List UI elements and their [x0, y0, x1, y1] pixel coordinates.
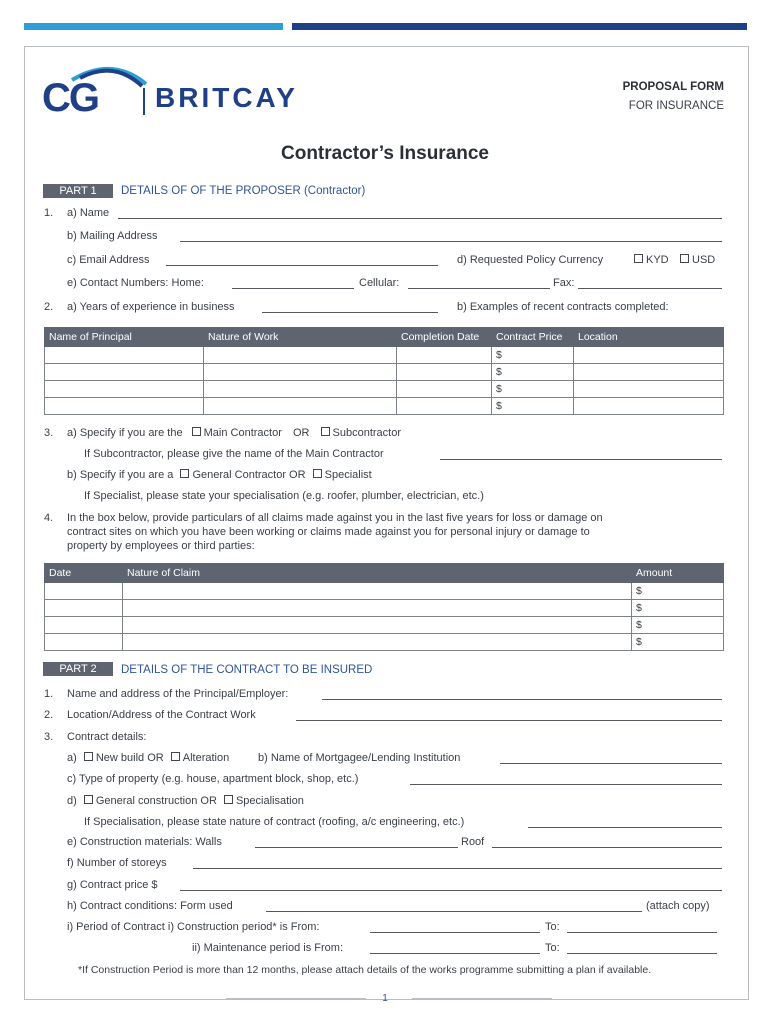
q2b-label: b) Examples of recent contracts completed:	[457, 301, 669, 313]
q4-line1: In the box below, provide particulars of all claims made against you in the last five years for loss or damage on	[67, 512, 603, 524]
kyd-label: KYD	[646, 254, 669, 266]
table-cell[interactable]	[123, 617, 632, 634]
table-cell[interactable]	[204, 347, 397, 364]
contract-price-field[interactable]	[180, 890, 722, 891]
q1d-label: d) Requested Policy Currency	[457, 254, 604, 266]
table-cell[interactable]: $	[492, 347, 574, 364]
table-cell[interactable]	[204, 398, 397, 415]
logo-divider	[143, 88, 145, 115]
part2-title: DETAILS OF THE CONTRACT TO BE INSURED	[121, 664, 373, 676]
construction-type-row	[67, 795, 304, 807]
new-build-label: New build OR	[95, 752, 164, 764]
d-prefix: d)	[67, 795, 77, 807]
fax-field[interactable]	[578, 288, 722, 289]
q1-number: 1.	[44, 207, 54, 219]
usd-checkbox[interactable]	[680, 254, 689, 263]
years-experience-field[interactable]	[262, 312, 438, 313]
specialist-label: Specialist	[324, 469, 372, 481]
mailing-address-field[interactable]	[180, 241, 722, 242]
form-title: PROPOSAL FORM	[622, 81, 724, 93]
contract-price-label: g) Contract price $	[67, 879, 158, 891]
usd-label: USD	[692, 254, 716, 266]
table-row	[45, 600, 724, 617]
name-field[interactable]	[118, 218, 722, 219]
walls-field[interactable]	[255, 847, 458, 848]
table-cell[interactable]: $	[632, 583, 724, 600]
table-cell[interactable]	[45, 634, 123, 651]
q1b-label: b) Mailing Address	[67, 230, 158, 242]
mortgagee-label: b) Name of Mortgagee/Lending Institution	[258, 752, 461, 764]
table-row	[45, 364, 724, 381]
cellular-field[interactable]	[408, 288, 550, 289]
table-row	[45, 583, 724, 600]
part2-label: PART 2	[43, 662, 113, 676]
col-nature-of-claim: Nature of Claim	[123, 564, 632, 583]
q3b-label	[67, 469, 372, 481]
maintenance-period-label: ii) Maintenance period is From:	[192, 942, 344, 954]
table-cell[interactable]	[204, 381, 397, 398]
q1e-label: e) Contact Numbers: Home:	[67, 277, 204, 289]
p2-q3-number: 3.	[44, 731, 54, 743]
maintenance-from-field[interactable]	[370, 953, 540, 954]
table-cell[interactable]	[574, 364, 724, 381]
logo-cg: CG	[42, 76, 98, 120]
specialisation-checkbox[interactable]	[224, 795, 233, 804]
home-phone-field[interactable]	[232, 288, 354, 289]
table-cell[interactable]	[45, 347, 204, 364]
currency-kyd[interactable]	[634, 254, 669, 266]
table-row	[45, 381, 724, 398]
col-name-of-principal: Name of Principal	[45, 328, 204, 347]
col-date: Date	[45, 564, 123, 583]
table-cell[interactable]	[397, 398, 492, 415]
table-row	[45, 347, 724, 364]
contracts-header-row	[45, 328, 724, 347]
table-cell[interactable]	[45, 583, 123, 600]
table-cell[interactable]	[123, 634, 632, 651]
table-cell[interactable]	[397, 381, 492, 398]
q2a-label: a) Years of experience in business	[67, 301, 235, 313]
roof-label: Roof	[461, 836, 485, 848]
q1a-label: a) Name	[67, 207, 110, 219]
attach-copy-label: (attach copy)	[646, 900, 710, 912]
col-location: Location	[574, 328, 724, 347]
footnote: *If Construction Period is more than 12 months, please attach details of the works programme submitting a plan if available.	[78, 964, 652, 976]
table-cell[interactable]: $	[492, 381, 574, 398]
q4-number: 4.	[44, 512, 54, 524]
specialisation-option-label: Specialisation	[235, 795, 304, 807]
construction-period-label: i) Period of Contract i) Construction period* is From:	[67, 921, 320, 933]
table-cell[interactable]: $	[632, 634, 724, 651]
main-contractor-name-field[interactable]	[440, 459, 722, 460]
specialisation-nature-label: If Specialisation, please state nature of contract (roofing, a/c engineering, etc.)	[84, 816, 465, 828]
footer-rule-right	[412, 998, 552, 999]
general-construction-label: General construction OR	[95, 795, 217, 807]
alteration-checkbox[interactable]	[171, 752, 180, 761]
table-cell[interactable]	[574, 398, 724, 415]
contract-details-label: Contract details:	[67, 731, 147, 743]
table-cell[interactable]: $	[632, 617, 724, 634]
col-nature-of-work: Nature of Work	[204, 328, 397, 347]
page-number: 1	[382, 993, 388, 1004]
construction-to-field[interactable]	[567, 932, 717, 933]
construction-to-label: To:	[545, 921, 560, 933]
specialisation-label: If Specialist, please state your specialisation (e.g. roofer, plumber, electrician, etc.)	[84, 490, 484, 502]
logo	[42, 62, 342, 122]
p2-q1-number: 1.	[44, 688, 54, 700]
table-row	[45, 634, 724, 651]
cellular-label: Cellular:	[359, 277, 400, 289]
page-title: Contractor’s Insurance	[281, 143, 489, 164]
storeys-label: f) Number of storeys	[67, 857, 167, 869]
col-contract-price: Contract Price	[492, 328, 574, 347]
form-used-label: h) Contract conditions: Form used	[67, 900, 233, 912]
general-contractor-label: General Contractor OR	[192, 469, 306, 481]
table-cell[interactable]	[397, 364, 492, 381]
table-cell[interactable]	[123, 583, 632, 600]
col-completion-date: Completion Date	[397, 328, 492, 347]
general-construction-checkbox[interactable]	[84, 795, 93, 804]
table-cell[interactable]	[45, 398, 204, 415]
roof-field[interactable]	[492, 847, 722, 848]
location-label: Location/Address of the Contract Work	[67, 709, 256, 721]
claims-table	[44, 563, 724, 651]
build-type-row	[67, 752, 229, 764]
table-cell[interactable]	[123, 600, 632, 617]
property-type-field[interactable]	[410, 784, 722, 785]
alteration-label: Alteration	[182, 752, 230, 764]
table-cell[interactable]: $	[632, 600, 724, 617]
walls-label: e) Construction materials: Walls	[67, 836, 222, 848]
new-build-checkbox[interactable]	[84, 752, 93, 761]
table-cell[interactable]	[45, 364, 204, 381]
property-type-label: c) Type of property (e.g. house, apartment block, shop, etc.)	[67, 773, 359, 785]
q4-line3: property by employees or third parties:	[67, 540, 255, 552]
table-row	[45, 398, 724, 415]
col-amount: Amount	[632, 564, 724, 583]
storeys-field[interactable]	[193, 868, 722, 869]
contracts-table	[44, 327, 724, 415]
subcontractor-checkbox[interactable]	[321, 427, 330, 436]
or-label: OR	[292, 427, 310, 439]
fax-label: Fax:	[553, 277, 575, 289]
table-cell[interactable]	[204, 364, 397, 381]
form-subtitle: FOR INSURANCE	[628, 100, 724, 112]
maintenance-to-field[interactable]	[567, 953, 717, 954]
a-prefix: a)	[67, 752, 77, 764]
q4-line2: contract sites on which you have been working or claims made against you for personal injury or damage to	[67, 526, 590, 538]
q3a-text: a) Specify if you are the	[67, 427, 183, 439]
table-cell[interactable]	[45, 600, 123, 617]
construction-from-field[interactable]	[370, 932, 540, 933]
mortgagee-field[interactable]	[500, 763, 722, 764]
kyd-checkbox[interactable]	[634, 254, 643, 263]
maintenance-to-label: To:	[545, 942, 560, 954]
p2-q2-number: 2.	[44, 709, 54, 721]
claims-header-row	[45, 564, 724, 583]
specialisation-nature-field[interactable]	[528, 827, 722, 828]
table-cell[interactable]	[397, 347, 492, 364]
table-cell[interactable]: $	[492, 364, 574, 381]
top-bar-dark	[292, 23, 747, 30]
table-cell[interactable]: $	[492, 398, 574, 415]
main-contractor-label: Main Contractor	[203, 427, 282, 439]
specialist-checkbox[interactable]	[313, 469, 322, 478]
general-contractor-checkbox[interactable]	[180, 469, 189, 478]
principal-field[interactable]	[322, 699, 722, 700]
currency-usd[interactable]	[680, 254, 715, 266]
q1c-label: c) Email Address	[67, 254, 150, 266]
table-cell[interactable]	[45, 617, 123, 634]
logo-brand: BRITCAY	[155, 82, 298, 113]
q3a-label	[67, 427, 401, 439]
table-row	[45, 617, 724, 634]
part1-label: PART 1	[43, 184, 113, 198]
top-bar-light	[24, 23, 283, 30]
location-field[interactable]	[296, 720, 722, 721]
q2-number: 2.	[44, 301, 54, 313]
table-cell[interactable]	[574, 381, 724, 398]
subcontractor-label: Subcontractor	[332, 427, 401, 439]
principal-label: Name and address of the Principal/Employer:	[67, 688, 289, 700]
q3-number: 3.	[44, 427, 54, 439]
main-contractor-name-label: If Subcontractor, please give the name of the Main Contractor	[84, 448, 384, 460]
main-contractor-checkbox[interactable]	[192, 427, 201, 436]
table-cell[interactable]	[574, 347, 724, 364]
part1-title: DETAILS OF OF THE PROPOSER (Contractor)	[121, 185, 366, 197]
email-field[interactable]	[166, 265, 438, 266]
form-used-field[interactable]	[266, 911, 642, 912]
table-cell[interactable]	[45, 381, 204, 398]
q3b-text: b) Specify if you are a	[67, 469, 174, 481]
